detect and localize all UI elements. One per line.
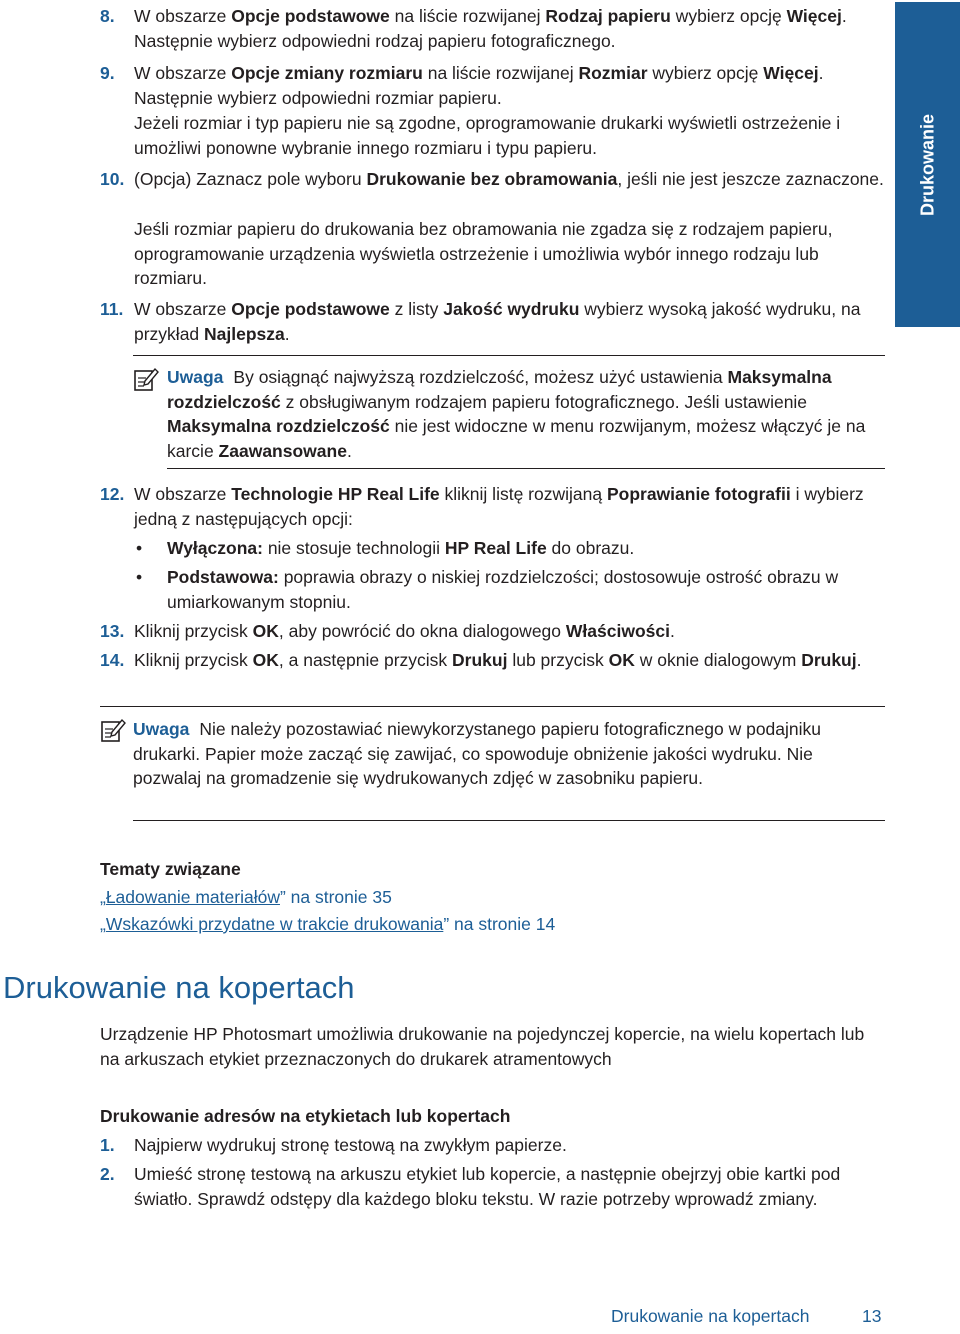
bold-term: Maksymalna rozdzielczość <box>167 367 832 412</box>
bullet-marker: • <box>136 567 143 587</box>
step-12-number: 12. <box>100 484 125 504</box>
bullet-item <box>167 565 887 614</box>
quote-open: „ <box>100 914 106 934</box>
text-run: kliknij listę rozwijaną <box>439 484 607 504</box>
text-run: By osiągnąć najwyższą rozdzielczość, możesz użyć ustawienia <box>233 367 728 387</box>
bold-term: OK <box>252 621 279 641</box>
text-run: i wybierz jedną z następujących opcji: <box>134 484 864 529</box>
note-top-rule <box>133 355 885 356</box>
bold-term: Wyłączona: <box>167 538 263 558</box>
bold-term: Rodzaj papieru <box>545 6 671 26</box>
text-run: W obszarze <box>134 299 232 319</box>
step-11-text <box>134 297 886 346</box>
step-8-number: 8. <box>100 6 115 26</box>
bold-term: OK <box>252 650 279 670</box>
bold-term: Najlepsza <box>204 323 285 344</box>
note-2 <box>133 717 833 791</box>
section-side-tab <box>895 2 960 327</box>
side-tab-label: Drukowanie <box>917 113 938 216</box>
page-number: 13 <box>862 1306 882 1326</box>
note-bottom-rule <box>167 468 885 469</box>
text-run: w oknie dialogowym <box>634 650 802 670</box>
page-reference: na stronie 14 <box>449 914 556 934</box>
step-12-text <box>134 482 886 531</box>
text-run: , jeśli nie jest jeszcze zaznaczone. <box>617 169 884 189</box>
section-title: Drukowanie na kopertach <box>3 970 355 1005</box>
text-run: . <box>346 440 352 461</box>
text-run: na liście rozwijanej <box>389 6 546 26</box>
step-10-number: 10. <box>100 169 125 189</box>
bold-term: Technologie HP Real Life <box>231 484 440 504</box>
note-2-label: Uwaga <box>133 719 190 739</box>
bold-term: Zaawansowane <box>218 440 347 461</box>
related-link-loading-media[interactable]: Ładowanie materiałów <box>105 887 280 907</box>
step-9-detail: Jeżeli rozmiar i typ papieru nie są zgodne, oprogramowanie drukarki wyświetli ostrzeżenie i umożliwi ponowne wybranie innego rozmiaru i typu papieru. <box>134 113 841 158</box>
text-run: wybierz wysoką jakość wydruku, na przykład <box>134 299 861 344</box>
bold-term: Właściwości <box>565 621 670 641</box>
text-run: do obrazu. <box>546 538 635 558</box>
text-run: (Opcja) Zaznacz pole wyboru <box>134 169 367 189</box>
step-14-number: 14. <box>100 650 125 670</box>
text-run: na liście rozwijanej <box>422 63 579 83</box>
text-run: Kliknij przycisk <box>134 650 253 670</box>
step-9-text <box>134 61 886 110</box>
text-run: . Następnie wybierz odpowiedni rozmiar papieru. <box>134 63 824 108</box>
text-run: z listy <box>389 299 444 319</box>
text-run: lub przycisk <box>507 650 609 670</box>
text-run: W obszarze <box>134 484 232 504</box>
related-link-row <box>100 885 392 910</box>
text-run: . Następnie wybierz odpowiedni rodzaj papieru fotograficznego. <box>134 6 847 51</box>
step-13-number: 13. <box>100 621 125 641</box>
bold-term: Opcje zmiany rozmiaru <box>231 63 423 83</box>
bullet-item <box>167 536 887 561</box>
bold-term: HP Real Life <box>444 538 547 558</box>
text-run: nie jest widoczne w menu rozwijanym, możesz włączyć je na karcie <box>167 416 866 461</box>
text-run: . <box>284 323 290 344</box>
text-run: wybierz opcję <box>647 63 764 83</box>
bold-term: Więcej <box>786 6 842 26</box>
note-2-text <box>133 719 821 788</box>
envelope-step-1-text: Najpierw wydrukuj stronę testową na zwykłym papierze. <box>134 1135 567 1155</box>
bold-term: Maksymalna rozdzielczość <box>167 416 390 437</box>
text-run: W obszarze <box>134 63 232 83</box>
envelope-step-2-text: Umieść stronę testową na arkuszu etykiet lub kopercie, a następnie obejrzyj obie kartki pod światło. Sprawdź odstępy dla każdego bloku tekstu. W razie potrzeby wprowadź zmiany. <box>134 1164 841 1209</box>
related-link-row <box>100 912 555 937</box>
quote-open: „ <box>100 887 106 907</box>
note-pencil-icon <box>100 717 126 743</box>
text-run: W obszarze <box>134 6 232 26</box>
text-run: nie stosuje technologii <box>262 538 445 558</box>
bold-term: Jakość wydruku <box>443 299 580 319</box>
note-pencil-icon <box>133 366 159 392</box>
bold-term: Poprawianie fotografii <box>606 484 791 504</box>
envelope-step-2-number: 2. <box>100 1164 115 1184</box>
bold-term: Opcje podstawowe <box>231 6 390 26</box>
envelope-step-1-number: 1. <box>100 1135 115 1155</box>
step-8-text <box>134 4 886 53</box>
step-9-number: 9. <box>100 63 115 83</box>
step-13-text <box>134 619 886 644</box>
step-10-detail: Jeśli rozmiar papieru do drukowania bez obramowania nie zgadza się z rodzajem papieru, oprogramowanie urządzenia wyświetla ostrzeżenie i umożliwia wybór innego rodzaju lub rozmiaru. <box>134 219 833 289</box>
text-run: wybierz opcję <box>670 6 787 26</box>
footer-section-name: Drukowanie na kopertach <box>611 1306 810 1326</box>
note-bottom-rule <box>133 820 885 821</box>
quote-close: ” <box>279 887 286 907</box>
text-run: z obsługiwanym rodzajem papieru fotograficznego. Jeśli ustawienie <box>280 391 808 412</box>
note-1-label: Uwaga <box>167 367 224 387</box>
text-run: . <box>669 621 675 641</box>
step-14-text <box>134 648 886 673</box>
bold-term: Więcej <box>763 63 819 83</box>
text-run: Nie należy pozostawiać niewykorzystanego papieru fotograficznego w podajniku drukarki. Papier może zacząć się zawijać, co spowoduje obniżenie jakości wydruku. Nie pozwalaj na gromadzenie się wydrukowanych zdjęć w zasobniku papieru. <box>133 719 822 789</box>
related-link-printing-tips[interactable]: Wskazówki przydatne w trakcie drukowania <box>105 914 444 934</box>
note-top-rule <box>100 706 885 707</box>
text-run: , a następnie przycisk <box>278 650 453 670</box>
text-run: . <box>856 650 862 670</box>
text-run: poprawia obrazy o niskiej rozdzielczości; dostosowuje ostrość obrazu w umiarkowanym stopniu. <box>167 567 839 612</box>
bold-term: Opcje podstawowe <box>231 299 390 319</box>
note-1 <box>167 365 887 463</box>
section-intro: Urządzenie HP Photosmart umożliwia drukowanie na pojedynczej kopercie, na wielu kopertach lub na arkuszach etykiet przeznaczonych do drukarek atramentowych <box>100 1024 865 1069</box>
page-reference: na stronie 35 <box>285 887 392 907</box>
note-1-text <box>167 367 865 461</box>
related-heading: Tematy związane <box>100 859 241 879</box>
text-run: , aby powrócić do okna dialogowego <box>278 621 566 641</box>
bold-term: Rozmiar <box>578 63 648 83</box>
quote-close: ” <box>443 914 450 934</box>
step-10-text <box>134 167 886 192</box>
bold-term: Podstawowa: <box>167 567 279 587</box>
bold-term: Drukowanie bez obramowania <box>366 169 618 189</box>
text-run: Kliknij przycisk <box>134 621 253 641</box>
step-11-number: 11. <box>100 299 124 319</box>
bullet-marker: • <box>136 538 143 558</box>
bold-term: Drukuj <box>452 650 508 670</box>
subsection-heading: Drukowanie adresów na etykietach lub kopertach <box>100 1106 511 1126</box>
bold-term: Drukuj <box>801 650 857 670</box>
bold-term: OK <box>608 650 635 670</box>
